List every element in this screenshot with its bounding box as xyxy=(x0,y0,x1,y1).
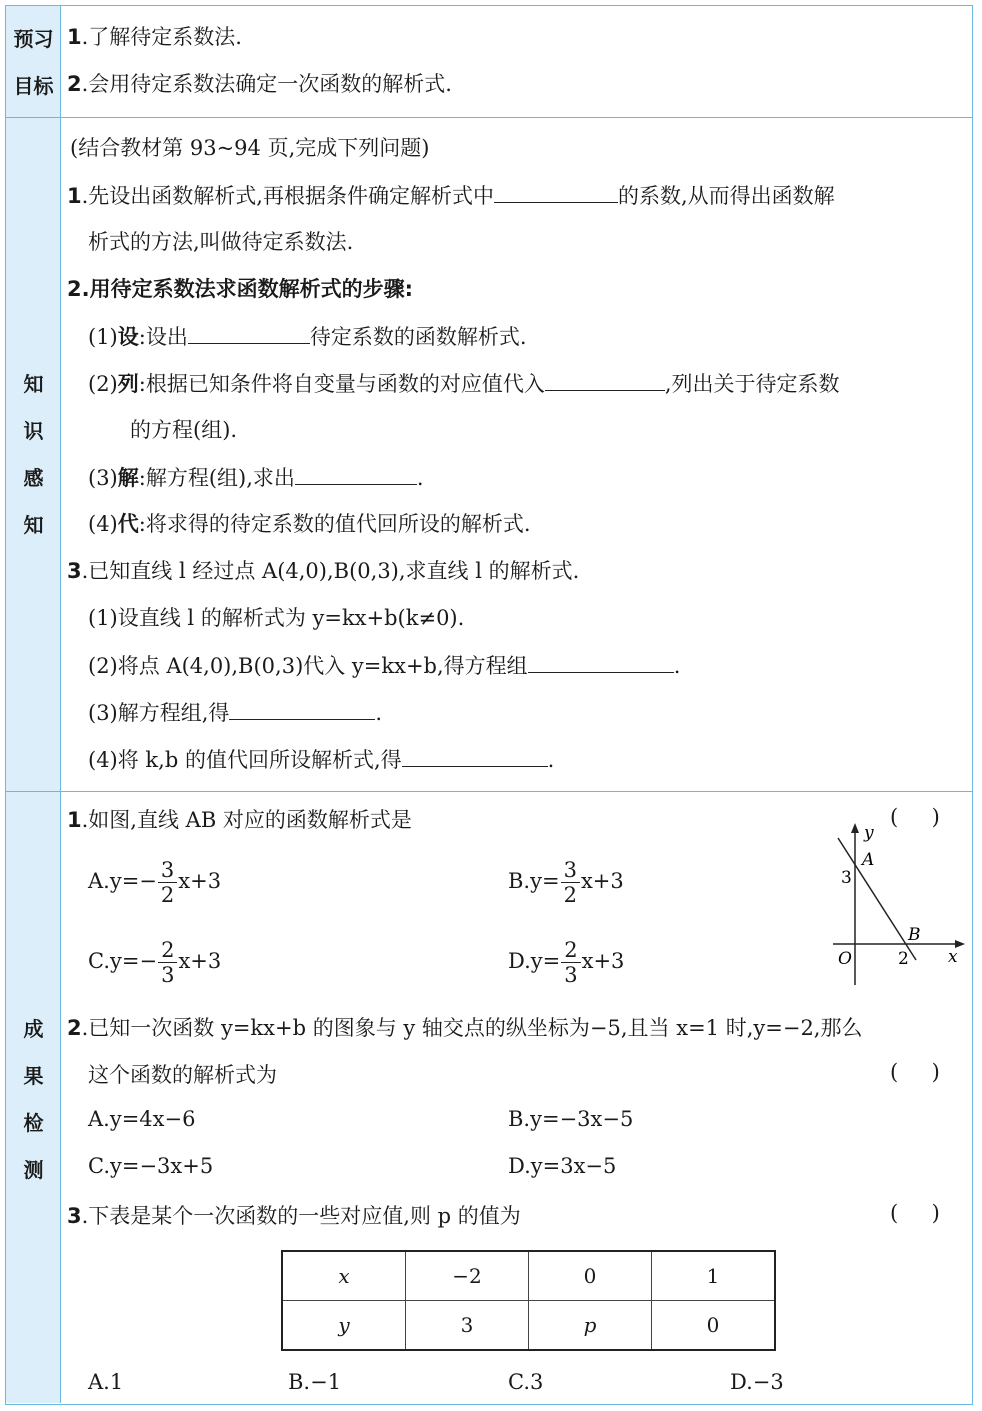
intro-note: (结合教材第 93~94 页,完成下列问题) xyxy=(70,136,430,160)
label-knowledge: 知 识 感 知 xyxy=(23,372,44,537)
answer-paren[interactable]: ( ) xyxy=(890,1060,940,1084)
answer-blank[interactable] xyxy=(295,462,417,485)
step-list-cont: 的方程(组). xyxy=(130,418,238,442)
table-row xyxy=(282,1251,775,1301)
k-q3-step3: (3)解方程组,得 . xyxy=(88,697,382,728)
y-tick-label: 3 xyxy=(841,868,852,888)
option-d[interactable]: D.y=3x−5 xyxy=(508,1154,617,1178)
k-q3-step4: (4)将 k,b 的值代回所设解析式,得 . xyxy=(88,744,554,775)
line-graph xyxy=(828,820,968,990)
table-cell: −2 xyxy=(406,1251,529,1301)
step-solve: (3)解:解方程(组),求出 . xyxy=(88,462,424,493)
goal-item: 1.了解待定系数法. xyxy=(67,25,242,49)
label-check: 成 果 检 测 xyxy=(23,1017,44,1182)
option-c[interactable]: C.y=− $\frac{2}{3}$ x+3 xyxy=(88,938,222,987)
option-c[interactable]: C.y=−3x+5 xyxy=(88,1154,214,1178)
table-row xyxy=(282,1301,775,1351)
option-d[interactable]: D.y= $\frac{2}{3}$ x+3 xyxy=(508,938,625,987)
c-q2-cont: 这个函数的解析式为 xyxy=(88,1063,277,1087)
x-axis-label: x xyxy=(948,947,958,967)
c-q3: 3.下表是某个一次函数的一些对应值,则 p 的值为 xyxy=(67,1204,521,1228)
k-q3-step1: (1)设直线 l 的解析式为 y=kx+b(k≠0). xyxy=(88,606,465,630)
k-q1: 1.先设出函数解析式,再根据条件确定解析式中 的系数,从而得出函数解 xyxy=(67,180,835,211)
option-a[interactable]: A.y=− $\frac{3}{2}$ x+3 xyxy=(88,858,222,907)
option-c[interactable]: C.3 xyxy=(508,1370,544,1394)
option-a[interactable]: A.y=4x−6 xyxy=(88,1107,196,1131)
table-cell: y xyxy=(282,1301,406,1351)
option-b[interactable]: B.y= $\frac{3}{2}$ x+3 xyxy=(508,858,624,907)
point-a-label: A xyxy=(862,850,875,870)
answer-blank[interactable] xyxy=(528,650,674,673)
y-axis-label: y xyxy=(864,823,874,843)
table-cell: 0 xyxy=(529,1251,652,1301)
label-goals: 预习 目标 xyxy=(13,27,54,98)
k-q1-cont: 析式的方法,叫做待定系数法. xyxy=(88,230,354,254)
divider xyxy=(6,117,972,118)
answer-blank[interactable] xyxy=(494,180,618,203)
value-table xyxy=(281,1250,776,1351)
option-a[interactable]: A.1 xyxy=(88,1370,124,1394)
line-ab xyxy=(838,838,916,960)
answer-blank[interactable] xyxy=(545,368,665,391)
option-b[interactable]: B.−1 xyxy=(288,1370,342,1394)
origin-label: O xyxy=(838,949,852,969)
k-q3: 3.已知直线 l 经过点 A(4,0),B(0,3),求直线 l 的解析式. xyxy=(67,559,580,583)
answer-blank[interactable] xyxy=(229,697,375,720)
option-b[interactable]: B.y=−3x−5 xyxy=(508,1107,634,1131)
answer-blank[interactable] xyxy=(402,744,548,767)
k-q3-step2: (2)将点 A(4,0),B(0,3)代入 y=kx+b,得方程组 . xyxy=(88,650,680,681)
point-b-label: B xyxy=(908,925,921,945)
step-set: (1)设:设出 待定系数的函数解析式. xyxy=(88,321,527,352)
table-cell: 3 xyxy=(406,1301,529,1351)
k-q2-title: 2.用待定系数法求函数解析式的步骤: xyxy=(67,277,413,301)
table-cell: p xyxy=(529,1301,652,1351)
y-axis-arrow xyxy=(851,823,859,833)
answer-paren[interactable]: ( ) xyxy=(890,1201,940,1225)
answer-paren[interactable]: ( ) xyxy=(890,805,940,829)
table-cell: 1 xyxy=(652,1251,776,1301)
table-cell: 0 xyxy=(652,1301,776,1351)
step-substitute: (4)代:将求得的待定系数的值代回所设的解析式. xyxy=(88,512,531,536)
goal-item: 2.会用待定系数法确定一次函数的解析式. xyxy=(67,72,452,96)
answer-blank[interactable] xyxy=(188,321,310,344)
table-cell: x xyxy=(282,1251,406,1301)
step-list: (2)列:根据已知条件将自变量与函数的对应值代入 ,列出关于待定系数 xyxy=(88,368,840,399)
x-tick-label: 2 xyxy=(898,949,909,969)
c-q2: 2.已知一次函数 y=kx+b 的图象与 y 轴交点的纵坐标为−5,且当 x=1 时,y=−2,那么 xyxy=(67,1016,863,1040)
option-d[interactable]: D.−3 xyxy=(730,1370,784,1394)
c-q1: 1.如图,直线 AB 对应的函数解析式是 xyxy=(67,808,412,832)
divider xyxy=(6,791,972,792)
